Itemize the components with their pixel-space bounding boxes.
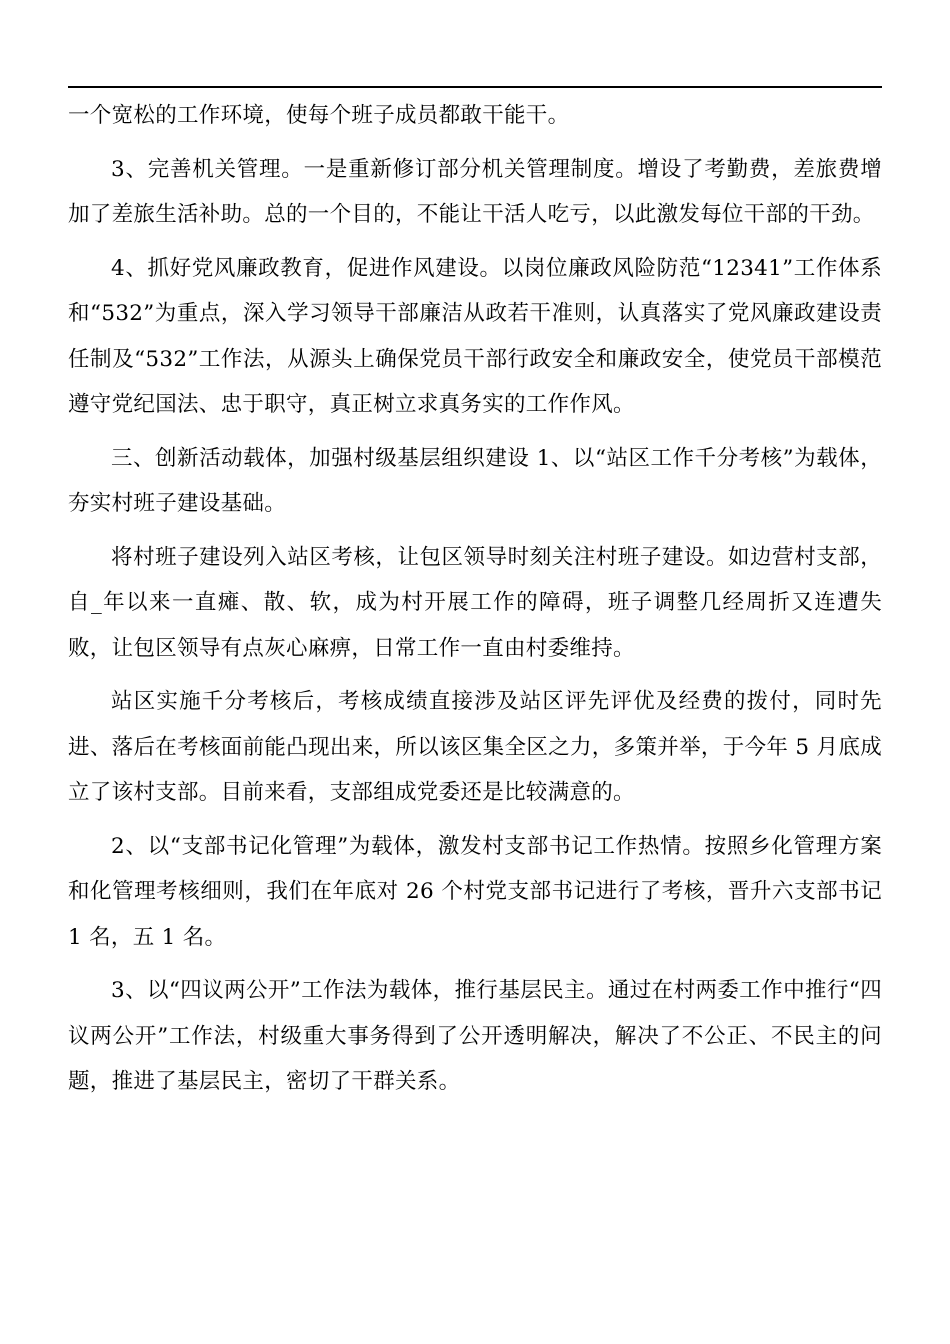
paragraph-6: 站区实施千分考核后，考核成绩直接涉及站区评先评优及经费的拨付，同时先进、落后在考核面前能凸现出来，所以该区集全区之力，多策并举，于今年 5 月底成立了该村支部。目前来看，支部组成党委还是比较满意的。 xyxy=(68,689,882,805)
header-rule xyxy=(68,86,882,88)
paragraph-5: 将村班子建设列入站区考核，让包区领导时刻关注村班子建设。如边营村支部，自_年以来一直瘫、散、软，成为村开展工作的障碍，班子调整几经周折又连遭失败，让包区领导有点灰心麻痹，日常工作一直由村委维持。 xyxy=(68,544,882,661)
paragraph-7: 2、以“支部书记化管理”为载体，激发村支部书记工作热情。按照乡化管理方案和化管理考核细则，我们在年底对 26 个村党支部书记进行了考核，晋升六支部书记 1 名，五 1 名。 xyxy=(68,833,882,950)
document-body xyxy=(68,93,882,1105)
paragraph-8: 3、以“四议两公开”工作法为载体，推行基层民主。通过在村两委工作中推行“四议两公开”工作法，村级重大事务得到了公开透明解决，解决了不公正、不民主的问题，推进了基层民主，密切了干群关系。 xyxy=(68,978,882,1094)
paragraph-1: 一个宽松的工作环境，使每个班子成员都敢干能干。 xyxy=(68,103,570,128)
paragraph-2: 3、完善机关管理。一是重新修订部分机关管理制度。增设了考勤费，差旅费增加了差旅生活补助。总的一个目的，不能让干活人吃亏，以此激发每位干部的干劲。 xyxy=(68,156,882,227)
paragraph-3: 4、抓好党风廉政教育，促进作风建设。以岗位廉政风险防范“12341”工作体系和“532”为重点，深入学习领导干部廉洁从政若干准则，认真落实了党风廉政建设责任制及“532”工作法，从源头上确保党员干部行政安全和廉政安全，使党员干部模范遵守党纪国法、忠于职守，真正树立求真务实的工作作风。 xyxy=(68,255,882,417)
paragraph-4: 三、创新活动载体，加强村级基层组织建设 1、以“站区工作千分考核”为载体，夯实村班子建设基础。 xyxy=(68,445,882,516)
